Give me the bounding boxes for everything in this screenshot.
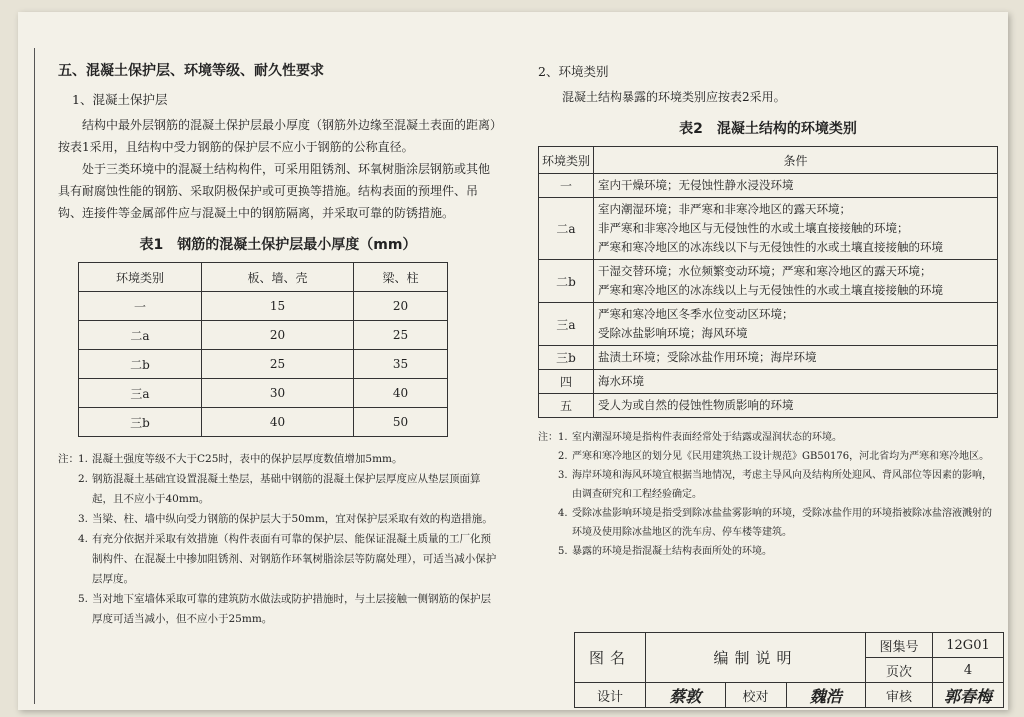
page-no: 4 [933,658,1004,683]
note-number: 1. [78,453,89,465]
note-text: 当对地下室墙体采取可靠的建筑防水做法或防护措施时，与土层接触一侧钢筋的保护层厚度可适当减小，但不应小于25mm。 [92,593,491,625]
table2-notes [538,428,998,561]
table2-class-cell: 二b [539,260,594,303]
table2-header-cell: 条件 [594,147,998,174]
table1-cell: 50 [353,408,447,437]
table2-title: 表2 混凝土结构的环境类别 [679,121,857,137]
table2-condition-cell [594,198,998,260]
table2-class-cell: 二a [539,198,594,260]
list-item [538,466,998,504]
notes-prefix: 注： [538,432,558,443]
review-signature: 郭春梅 [933,683,1004,708]
note-text: 室内潮湿环境是指构件表面经常处于结露或湿润状态的环境。 [572,432,842,443]
table-row [79,321,448,350]
subsection-env-title: 2、环境类别 [538,64,609,79]
table-row [539,370,998,394]
table1-title: 表1 钢筋的混凝土保护层最小厚度（mm） [139,237,417,253]
subsection-cover-title: 1、混凝土保护层 [72,92,168,107]
table2-class-cell: 四 [539,370,594,394]
check-label: 校对 [725,683,786,708]
list-item [58,529,498,589]
table2-class-cell: 五 [539,394,594,418]
table-row [79,379,448,408]
table1-header-row [79,263,448,292]
cover-paragraph-2: 处于三类环境中的混凝土结构构件，可采用阻锈剂、环氧树脂涂层钢筋或其他具有耐腐蚀性能的钢筋、采取阴极保护或可更换等措施。结构表面的预埋件、吊钩、连接件等金属部件应与混凝土中的钢筋隔离，并采取可靠的防锈措施。 [58,162,491,220]
table1-cell: 一 [79,292,202,321]
condition-line: 严寒和寒冷地区的冰冻线以上与无侵蚀性的水或土壤直接接触的环境 [598,283,943,297]
condition-line: 海水环境 [598,374,644,388]
table-row [539,174,998,198]
design-signature: 蔡敦 [646,683,726,708]
note-number: 5. [78,593,89,605]
condition-line: 严寒和寒冷地区的冰冻线以下与无侵蚀性的水或土壤直接接触的环境 [598,240,943,254]
note-number: 5. [558,546,568,557]
document-page [18,12,1008,710]
table1-cell: 二a [79,321,202,350]
table-row [539,346,998,370]
note-number: 1. [558,432,568,443]
table2-header-row [539,147,998,174]
note-number: 3. [558,470,568,481]
table-row [79,292,448,321]
notes-prefix: 注： [58,453,79,465]
table-row [539,198,998,260]
note-text: 严寒和寒冷地区的划分见《民用建筑热工设计规范》GB50176，河北省均为严寒和寒冷地区。 [572,451,990,462]
condition-line: 室内干燥环境；无侵蚀性静水浸没环境 [598,178,794,192]
note-text: 海岸环境和海风环境宜根据当地情况，考虑主导风向及结构所处迎风、背风部位等因素的影响，由调查研究和工程经验确定。 [572,470,992,500]
drawing-name: 编制说明 [646,633,866,683]
table2-class-cell: 三a [539,303,594,346]
list-item [538,504,998,542]
condition-line: 受人为或自然的侵蚀性物质影响的环境 [598,398,794,412]
table1-cell: 35 [353,350,447,379]
page-label: 页次 [866,658,933,683]
note-text: 钢筋混凝土基础宜设置混凝土垫层，基础中钢筋的混凝土保护层厚度应从垫层顶面算起，且不应小于40mm。 [92,473,481,505]
table1-cell: 三a [79,379,202,408]
title-block [574,632,1004,708]
note-number: 2. [558,451,568,462]
condition-line: 室内潮湿环境；非严寒和非寒冷地区的露天环境； [598,202,851,216]
table-row [539,303,998,346]
list-item [538,428,998,447]
list-item [58,449,498,469]
table1-cell: 25 [202,350,354,379]
design-label: 设计 [575,683,646,708]
list-item [58,469,498,509]
table1-cell: 三b [79,408,202,437]
condition-line: 干湿交替环境；水位频繁变动环境；严寒和寒冷地区的露天环境； [598,264,932,278]
list-item [538,542,998,561]
note-number: 4. [78,533,89,545]
list-item [58,509,498,529]
cover-paragraph-1: 结构中最外层钢筋的混凝土保护层最小厚度（钢筋外边缘至混凝土表面的距离）按表1采用，且结构中受力钢筋的保护层不应小于钢筋的公称直径。 [58,118,497,154]
table-row [79,408,448,437]
table-row [79,350,448,379]
note-number: 4. [558,508,568,519]
table1-cell: 二b [79,350,202,379]
table1 [78,262,448,437]
table2-condition-cell [594,394,998,418]
table2-condition-cell [594,260,998,303]
table2-condition-cell [594,174,998,198]
table2-condition-cell [594,303,998,346]
table1-cell: 40 [353,379,447,408]
atlas-no-label: 图集号 [866,633,933,658]
note-text: 当梁、柱、墙中纵向受力钢筋的保护层大于50mm，宜对保护层采取有效的构造措施。 [92,513,493,525]
table2 [538,146,998,418]
note-number: 3. [78,513,89,525]
table-row [539,260,998,303]
condition-line: 受除冰盐影响环境；海风环境 [598,326,748,340]
table1-cell: 15 [202,292,354,321]
table2-condition-cell [594,346,998,370]
table2-class-cell: 三b [539,346,594,370]
table1-header-cell: 板、墙、壳 [202,263,354,292]
right-column [538,60,998,561]
table1-notes [58,449,498,629]
table-row [539,394,998,418]
atlas-no: 12G01 [933,633,1004,658]
note-text: 有充分依据并采取有效措施（构件表面有可靠的保护层、能保证混凝土质量的工厂化预制构件、在混凝土中掺加阻锈剂、对钢筋作环氧树脂涂层等防腐处理），可适当减小保护层厚度。 [92,533,497,585]
note-text: 混凝土强度等级不大于C25时，表中的保护层厚度数值增加5mm。 [92,453,403,465]
table2-class-cell: 一 [539,174,594,198]
condition-line: 严寒和寒冷地区冬季水位变动区环境； [598,307,794,321]
env-paragraph: 混凝土结构暴露的环境类别应按表2采用。 [562,90,786,104]
left-column [58,60,498,629]
note-number: 2. [78,473,89,485]
table1-header-cell: 梁、柱 [353,263,447,292]
table1-cell: 40 [202,408,354,437]
table1-cell: 25 [353,321,447,350]
note-text: 受除冰盐影响环境是指受到除冰盐盐雾影响的环境，受除冰盐作用的环境指被除冰盐溶液溅射的环境及使用除冰盐地区的洗车房、停车楼等建筑。 [572,508,992,538]
table1-cell: 30 [202,379,354,408]
table1-cell: 20 [202,321,354,350]
table2-condition-cell [594,370,998,394]
section-title: 五、混凝土保护层、环境等级、耐久性要求 [58,63,324,79]
table1-cell: 20 [353,292,447,321]
list-item [538,447,998,466]
review-label: 审核 [866,683,933,708]
list-item [58,589,498,629]
condition-line: 非严寒和非寒冷地区与无侵蚀性的水或土壤直接接触的环境； [598,221,909,235]
note-text: 暴露的环境是指混凝土结构表面所处的环境。 [572,546,772,557]
check-signature: 魏浩 [786,683,866,708]
table2-header-cell: 环境类别 [539,147,594,174]
drawing-name-label: 图名 [575,633,646,683]
table1-header-cell: 环境类别 [79,263,202,292]
condition-line: 盐渍土环境；受除冰盐作用环境；海岸环境 [598,350,817,364]
